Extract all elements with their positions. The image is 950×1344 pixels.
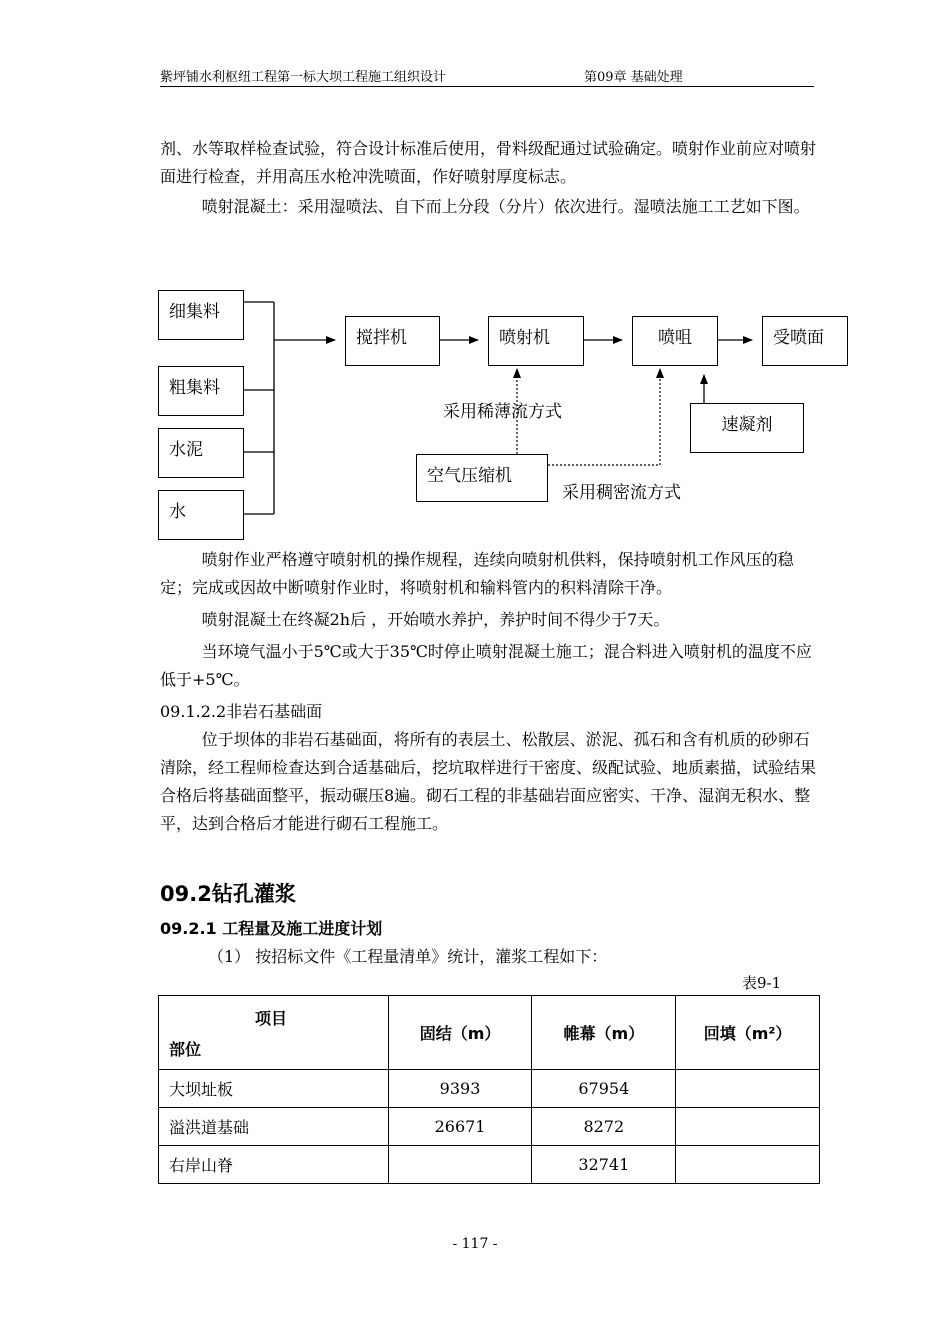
box-nozzle: 喷咀	[632, 316, 718, 366]
box-cement: 水泥	[158, 428, 244, 478]
header-item: 项目	[255, 1008, 288, 1028]
quantity-table	[158, 995, 820, 1184]
label-dilute-flow: 采用稀薄流方式	[443, 402, 562, 422]
paragraph: 喷射作业严格遵守喷射机的操作规程，连续向喷射机供料，保持喷射机工作风压的稳定；完成或因故中断喷射作业时，将喷射机和输料管内的积料清除干净。	[160, 550, 794, 597]
table-caption: 表9-1	[742, 974, 782, 992]
label-dense-flow: 采用稠密流方式	[562, 483, 681, 503]
table-row	[159, 1108, 820, 1146]
table-cell	[676, 1070, 820, 1108]
box-spray-surface: 受喷面	[762, 316, 848, 366]
header-cell: 帷幕（m）	[532, 996, 676, 1070]
subsection-title: 09.2.1 工程量及施工进度计划	[160, 919, 383, 938]
box-coarse-aggregate: 粗集料	[158, 366, 244, 416]
table-cell: 32741	[532, 1146, 676, 1184]
header-part: 部位	[169, 1039, 202, 1059]
box-sprayer: 喷射机	[488, 316, 584, 366]
paragraph: 当环境气温小于5℃或大于35℃时停止喷射混凝土施工；混合料进入喷射机的温度不应低于+5℃。	[160, 642, 812, 689]
box-accelerator: 速凝剂	[690, 403, 804, 453]
table-cell: 溢洪道基础	[159, 1108, 389, 1146]
table-cell: 8272	[532, 1108, 676, 1146]
table-cell	[676, 1108, 820, 1146]
paragraph: 喷射混凝土：采用湿喷法、自下而上分段（分片）依次进行。湿喷法施工工艺如下图。	[201, 197, 810, 216]
middle-text	[160, 546, 820, 838]
header-title: 紫坪铺水利枢纽工程第一标大坝工程施工组织设计	[160, 70, 447, 85]
table-row	[159, 1146, 820, 1184]
table-cell: 大坝址板	[159, 1070, 389, 1108]
section-title: 09.2钻孔灌浆	[160, 882, 296, 906]
header-diagonal-cell	[159, 996, 389, 1070]
table-cell	[388, 1146, 532, 1184]
table-cell: 26671	[388, 1108, 532, 1146]
paragraph: 喷射混凝土在终凝2h后 ，开始喷水养护，养护时间不得少于7天。	[201, 610, 670, 629]
table-header-row	[159, 996, 820, 1070]
paragraph: 位于坝体的非岩石基础面，将所有的表层土、松散层、淤泥、孤石和含有机质的砂卵石清除，经工程师检查达到合适基础后，挖坑取样进行干密度、级配试验、地质素描，试验结果合格后将基础面整平，振动碾压8遍。砌石工程的非基础岩面应密实、干净、湿润无积水、整平，达到合格后才能进行砌石工程施工。	[160, 730, 817, 833]
header-cell: 回填（m²）	[676, 996, 820, 1070]
subsection-heading: 09.1.2.2非岩石基础面	[160, 702, 323, 721]
table-cell: 右岸山脊	[159, 1146, 389, 1184]
page-number: - 117 -	[452, 1236, 498, 1252]
paragraph: 剂、水等取样检查试验，符合设计标准后使用，骨料级配通过试验确定。喷射作业前应对喷射面进行检查，并用高压水枪冲洗喷面，作好喷射厚度标志。	[160, 139, 817, 186]
table-cell: 9393	[388, 1070, 532, 1108]
header-cell: 固结（m）	[388, 996, 532, 1070]
box-mixer: 搅拌机	[345, 316, 440, 366]
header-chapter: 第09章 基础处理	[584, 70, 683, 85]
box-water: 水	[158, 490, 244, 540]
box-fine-aggregate: 细集料	[158, 290, 244, 340]
dashed-dense-flow	[548, 369, 660, 465]
box-air-compressor: 空气压缩机	[416, 454, 548, 502]
table-cell: 67954	[532, 1070, 676, 1108]
table-row	[159, 1070, 820, 1108]
table-cell	[676, 1146, 820, 1184]
intro-line: （1） 按招标文件《工程量清单》统计，灌浆工程如下：	[208, 947, 608, 966]
